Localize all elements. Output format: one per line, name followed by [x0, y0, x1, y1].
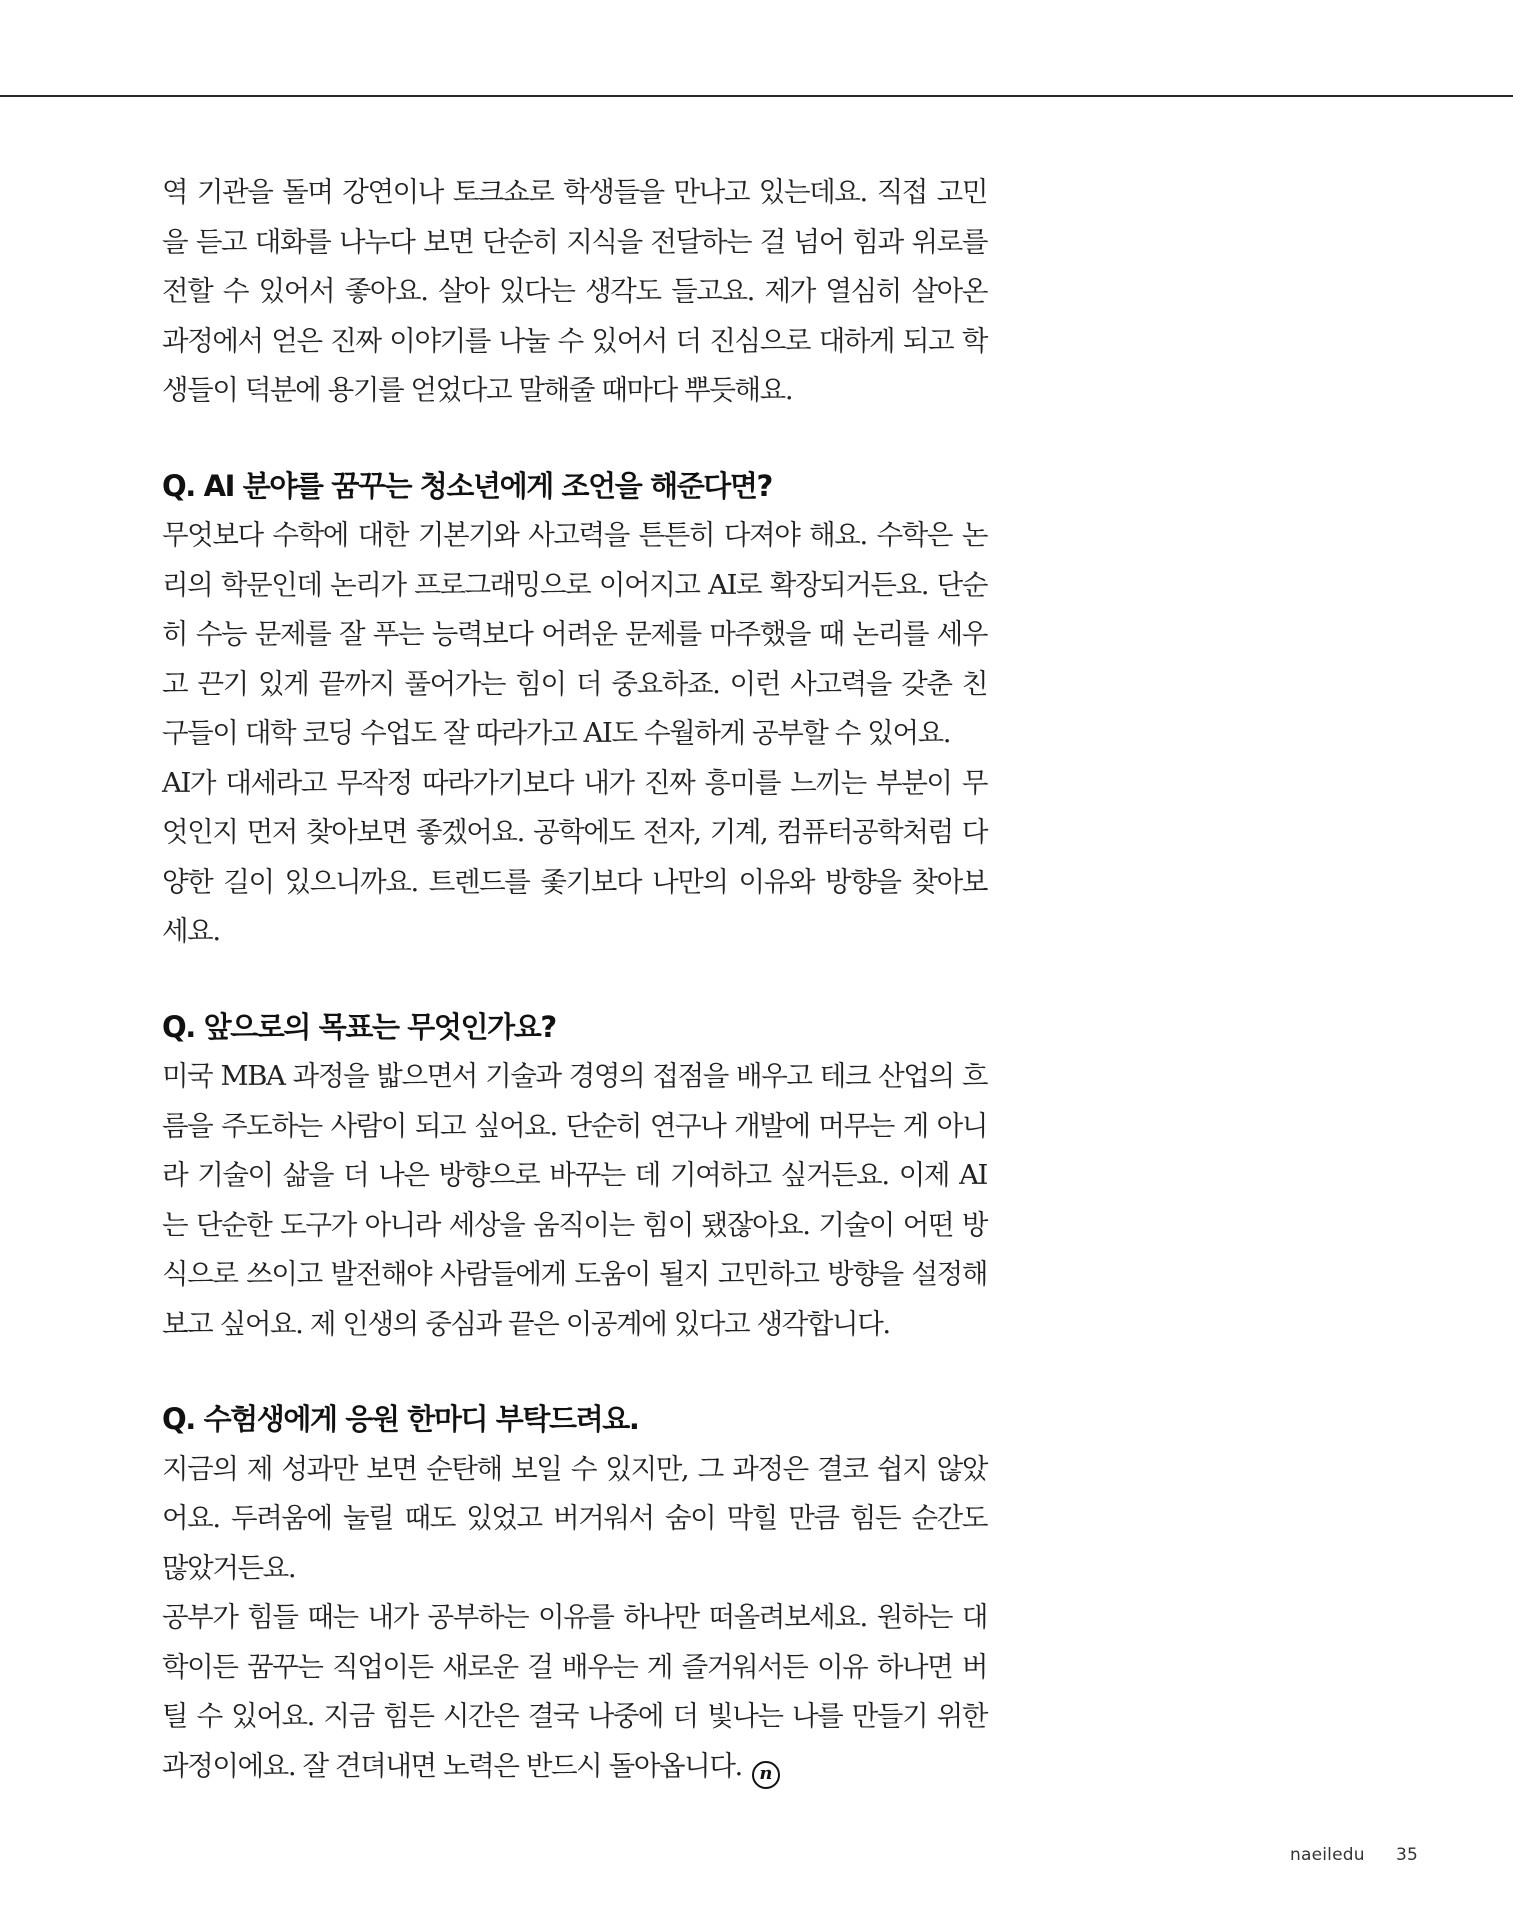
- text-line: 생들이 덕분에 용기를 얻었다고 말해줄 때마다 뿌듯해요.: [162, 374, 793, 406]
- text-line: 히 수능 문제를 잘 푸는 능력보다 어려운 문제를 마주했을 때 논리를 세우: [162, 618, 987, 650]
- text-line: 전할 수 있어서 좋아요. 살아 있다는 생각도 들고요. 제가 열심히 살아온: [162, 275, 987, 307]
- text-line: 고 끈기 있게 끝까지 풀어가는 힘이 더 중요하죠. 이런 사고력을 갖춘 친: [162, 667, 987, 700]
- text-line: 리의 학문인데 논리가 프로그래밍으로 이어지고 AI로 확장되거든요. 단순: [162, 568, 987, 601]
- article-end-mark-icon: n: [752, 1761, 780, 1789]
- answer-ai-advice: [162, 511, 987, 759]
- answer-encouragement-continued: [162, 1593, 987, 1791]
- text-line: 학이든 꿈꾸는 직업이든 새로운 걸 배우는 게 즐거워서든 이유 하나면 버: [162, 1650, 987, 1683]
- text-line: 과정이에요. 잘 견뎌내면 노력은 반드시 돌아옵니다.: [162, 1749, 742, 1782]
- text-line: AI가 대세라고 무작정 따라가기보다 내가 진짜 흥미를 느끼는 부분이 무: [162, 766, 987, 799]
- text-line: 을 듣고 대화를 나누다 보면 단순히 지식을 전달하는 걸 넘어 힘과 위로를: [162, 225, 987, 258]
- text-line: 구들이 대학 코딩 수업도 잘 따라가고 AI도 수월하게 공부할 수 있어요.: [162, 717, 951, 749]
- text-line: 과정에서 얻은 진짜 이야기를 나눌 수 있어서 더 진심으로 대하게 되고 학: [162, 324, 987, 357]
- publication-name: naeiledu: [1290, 1845, 1365, 1865]
- intro-paragraph: [162, 168, 987, 416]
- text-line: 식으로 쓰이고 발전해야 사람들에게 도움이 될지 고민하고 방향을 설정해: [162, 1258, 987, 1290]
- answer-ai-advice-continued: [162, 759, 987, 957]
- text-line: 많았거든요.: [162, 1551, 296, 1584]
- text-line: 역 기관을 돌며 강연이나 토크쇼로 학생들을 만나고 있는데요. 직접 고민: [162, 176, 987, 208]
- text-line: 양한 길이 있으니까요. 트렌드를 좇기보다 나만의 이유와 방향을 찾아보: [162, 865, 987, 898]
- text-line: 공부가 힘들 때는 내가 공부하는 이유를 하나만 떠올려보세요. 원하는 대: [162, 1601, 987, 1633]
- text-line: 틸 수 있어요. 지금 힘든 시간은 결국 나중에 더 빛나는 나를 만들기 위한: [162, 1700, 987, 1732]
- page-number: 35: [1396, 1845, 1419, 1865]
- text-line: 보고 싶어요. 제 인생의 중심과 끝은 이공계에 있다고 생각합니다.: [162, 1307, 890, 1340]
- text-line: 엇인지 먼저 찾아보면 좋겠어요. 공학에도 전자, 기계, 컴퓨터공학처럼 다: [162, 816, 987, 848]
- article-body: [162, 168, 987, 1791]
- text-line: 는 단순한 도구가 아니라 세상을 움직이는 힘이 됐잖아요. 기술이 어떤 방: [162, 1208, 987, 1241]
- text-line: 름을 주도하는 사람이 되고 싶어요. 단순히 연구나 개발에 머무는 게 아니: [162, 1109, 987, 1142]
- text-line: 지금의 제 성과만 보면 순탄해 보일 수 있지만, 그 과정은 결코 쉽지 않았: [162, 1452, 987, 1485]
- answer-goals: [162, 1052, 987, 1349]
- question-heading-goals: Q. 앞으로의 목표는 무엇인가요?: [162, 1009, 556, 1044]
- answer-encouragement: [162, 1445, 987, 1594]
- question-heading-ai-advice: Q. AI 분야를 꿈꾸는 청소년에게 조언을 해준다면?: [162, 468, 772, 503]
- text-line: 라 기술이 삶을 더 나은 방향으로 바꾸는 데 기여하고 싶거든요. 이제 AI: [162, 1159, 987, 1191]
- text-line: 미국 MBA 과정을 밟으면서 기술과 경영의 접점을 배우고 테크 산업의 흐: [162, 1060, 987, 1092]
- top-divider: [0, 95, 1513, 97]
- question-heading-encouragement: Q. 수험생에게 응원 한마디 부탁드려요.: [162, 1402, 639, 1436]
- text-line: 무엇보다 수학에 대한 기본기와 사고력을 튼튼히 다져야 해요. 수학은 논: [162, 519, 987, 551]
- text-line: 세요.: [162, 915, 220, 947]
- text-line: 어요. 두려움에 눌릴 때도 있었고 버거워서 숨이 막힐 만큼 힘든 순간도: [162, 1502, 987, 1534]
